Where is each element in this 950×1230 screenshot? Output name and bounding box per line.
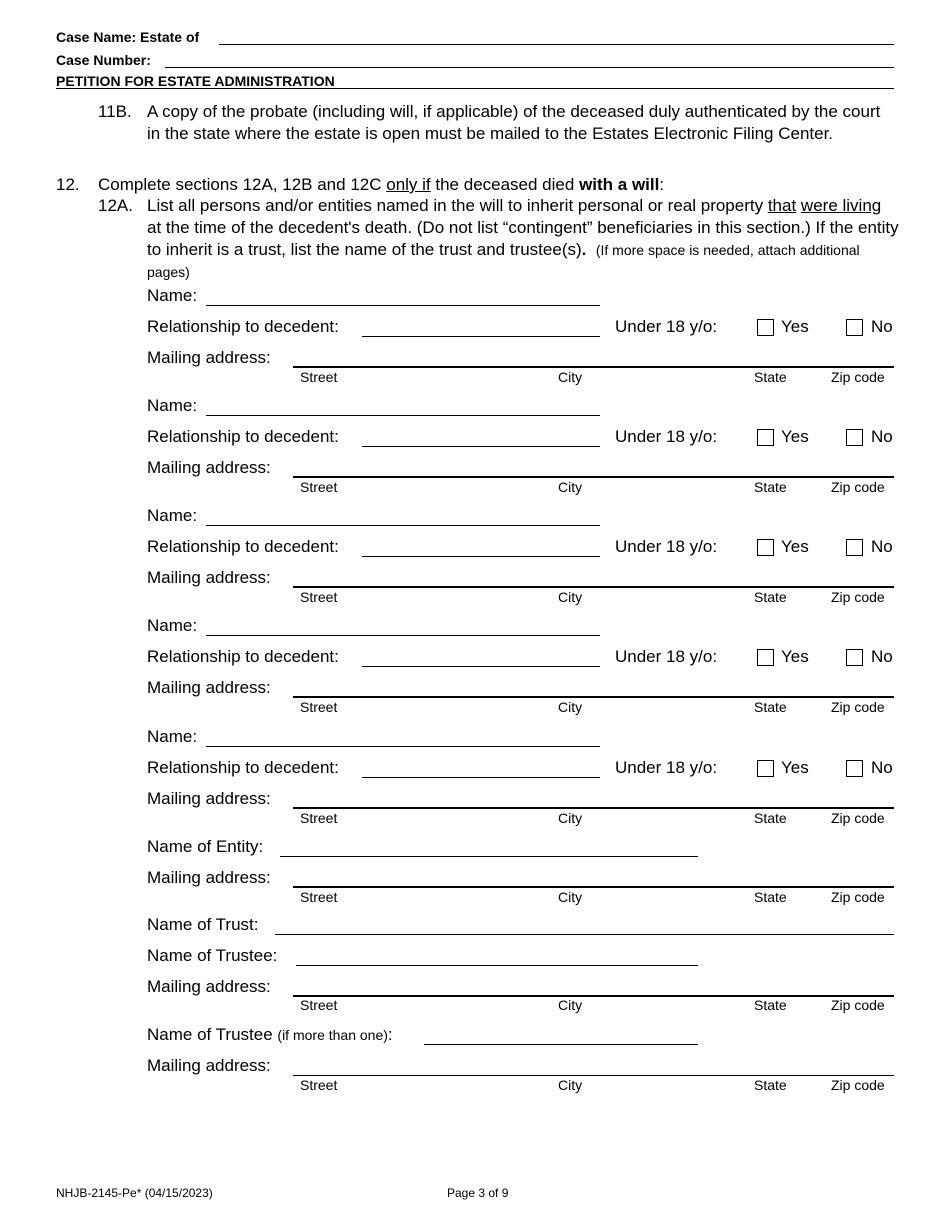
beneficiary-4-no-checkbox[interactable]: [846, 649, 863, 666]
beneficiary-4-under18-label: Under 18 y/o:: [615, 647, 718, 666]
beneficiary-1-name-label: Name:: [147, 286, 198, 305]
trustee-mailing-field[interactable]: [293, 995, 894, 997]
beneficiary-3-relationship-label: Relationship to decedent:: [147, 537, 339, 556]
trustee-multi-field[interactable]: [424, 1044, 698, 1045]
beneficiary-5-no-label: No: [871, 758, 893, 777]
entity-mailing-field[interactable]: [293, 886, 894, 888]
trustee-city-caption: City: [558, 997, 583, 1013]
beneficiary-3-state-caption: State: [754, 589, 787, 605]
beneficiary-3-city-caption: City: [558, 589, 583, 605]
trustee-state-caption: State: [754, 997, 787, 1013]
entity-street-caption: Street: [300, 889, 338, 905]
beneficiary-1-name-field[interactable]: [206, 305, 600, 306]
item-12-number: 12.: [56, 175, 80, 194]
beneficiary-5-mailing-field[interactable]: [293, 807, 894, 809]
beneficiary-3-relationship-field[interactable]: [362, 556, 600, 557]
entity-mailing-label: Mailing address:: [147, 868, 271, 887]
trustee-multi-mailing-label: Mailing address:: [147, 1056, 271, 1075]
beneficiary-2-state-caption: State: [754, 479, 787, 495]
beneficiary-3-street-caption: Street: [300, 589, 338, 605]
beneficiary-3-yes-label: Yes: [781, 537, 809, 556]
beneficiary-1-under18-label: Under 18 y/o:: [615, 317, 718, 336]
item-11b-text: A copy of the probate (including will, if applicable) of the deceased duly authenticated by the court in the state where the estate is open must be mailed to the Estates Electronic Filing Center.: [147, 102, 881, 143]
beneficiary-2-city-caption: City: [558, 479, 583, 495]
beneficiary-4-name-field[interactable]: [206, 635, 600, 636]
beneficiary-4-no-label: No: [871, 647, 893, 666]
beneficiary-5-name-label: Name:: [147, 727, 198, 746]
beneficiary-4-state-caption: State: [754, 699, 787, 715]
entity-zip-caption: Zip code: [831, 889, 885, 905]
entity-label: Name of Entity:: [147, 837, 264, 856]
item-11b-number: 11B.: [98, 102, 132, 121]
beneficiary-1-relationship-field[interactable]: [362, 336, 600, 337]
beneficiary-2-street-caption: Street: [300, 479, 338, 495]
beneficiary-2-zip-caption: Zip code: [831, 479, 885, 495]
beneficiary-5-no-checkbox[interactable]: [846, 760, 863, 777]
beneficiary-4-mailing-label: Mailing address:: [147, 678, 271, 697]
trustee-multi-street-caption: Street: [300, 1077, 338, 1093]
beneficiary-1-yes-label: Yes: [781, 317, 809, 336]
beneficiary-4-relationship-field[interactable]: [362, 666, 600, 667]
beneficiary-1-mailing-label: Mailing address:: [147, 348, 271, 367]
beneficiary-4-zip-caption: Zip code: [831, 699, 885, 715]
trustee-field[interactable]: [296, 965, 698, 966]
case-name-field[interactable]: [219, 44, 894, 45]
beneficiary-4-name-label: Name:: [147, 616, 198, 635]
beneficiary-2-yes-checkbox[interactable]: [757, 429, 774, 446]
beneficiary-3-name-label: Name:: [147, 506, 198, 525]
case-number-label: Case Number:: [56, 52, 151, 68]
case-name-label: Case Name: Estate of: [56, 29, 200, 45]
beneficiary-1-city-caption: City: [558, 369, 583, 385]
entity-city-caption: City: [558, 889, 583, 905]
beneficiary-2-yes-label: Yes: [781, 427, 809, 446]
beneficiary-4-yes-checkbox[interactable]: [757, 649, 774, 666]
beneficiary-5-zip-caption: Zip code: [831, 810, 885, 826]
trustee-multi-label: Name of Trustee (if more than one):: [147, 1025, 393, 1044]
trustee-mailing-label: Mailing address:: [147, 977, 271, 996]
beneficiary-3-mailing-label: Mailing address:: [147, 568, 271, 587]
entity-state-caption: State: [754, 889, 787, 905]
beneficiary-2-name-label: Name:: [147, 396, 198, 415]
beneficiary-3-no-label: No: [871, 537, 893, 556]
beneficiary-5-yes-checkbox[interactable]: [757, 760, 774, 777]
item-12-intro: Complete sections 12A, 12B and 12C only if the deceased died with a will:: [98, 175, 665, 194]
entity-field[interactable]: [280, 856, 698, 857]
beneficiary-5-name-field[interactable]: [206, 746, 600, 747]
trustee-multi-mailing-field[interactable]: [293, 1075, 894, 1076]
beneficiary-2-relationship-field[interactable]: [362, 446, 600, 447]
beneficiary-5-mailing-label: Mailing address:: [147, 789, 271, 808]
beneficiary-4-street-caption: Street: [300, 699, 338, 715]
trustee-multi-city-caption: City: [558, 1077, 583, 1093]
beneficiary-1-mailing-field[interactable]: [293, 366, 894, 368]
beneficiary-1-no-label: No: [871, 317, 893, 336]
beneficiary-2-relationship-label: Relationship to decedent:: [147, 427, 339, 446]
beneficiary-1-no-checkbox[interactable]: [846, 319, 863, 336]
beneficiary-4-city-caption: City: [558, 699, 583, 715]
item-12a-text: List all persons and/or entities named in the will to inherit personal or real property that were living at the time of the decedent's death. (Do not list “contingent” beneficiaries in this section.) If the entity to inherit is a trust, list the name of the trust and trustee(s). (If more space is needed, attach additional pages): [147, 196, 899, 280]
form-title: PETITION FOR ESTATE ADMINISTRATION: [56, 73, 335, 89]
trustee-multi-state-caption: State: [754, 1077, 787, 1093]
beneficiary-3-mailing-field[interactable]: [293, 586, 894, 588]
trustee-label: Name of Trustee:: [147, 946, 278, 965]
beneficiary-1-street-caption: Street: [300, 369, 338, 385]
trustee-multi-zip-caption: Zip code: [831, 1077, 885, 1093]
beneficiary-2-no-label: No: [871, 427, 893, 446]
beneficiary-3-under18-label: Under 18 y/o:: [615, 537, 718, 556]
beneficiary-2-no-checkbox[interactable]: [846, 429, 863, 446]
case-number-field[interactable]: [165, 67, 894, 68]
beneficiary-3-zip-caption: Zip code: [831, 589, 885, 605]
trustee-street-caption: Street: [300, 997, 338, 1013]
beneficiary-1-relationship-label: Relationship to decedent:: [147, 317, 339, 336]
beneficiary-2-mailing-label: Mailing address:: [147, 458, 271, 477]
item-12a-number: 12A.: [98, 196, 133, 215]
beneficiary-2-name-field[interactable]: [206, 415, 600, 416]
beneficiary-1-zip-caption: Zip code: [831, 369, 885, 385]
beneficiary-1-yes-checkbox[interactable]: [757, 319, 774, 336]
trust-label: Name of Trust:: [147, 915, 259, 934]
beneficiary-2-mailing-field[interactable]: [293, 476, 894, 478]
beneficiary-5-street-caption: Street: [300, 810, 338, 826]
beneficiary-2-under18-label: Under 18 y/o:: [615, 427, 718, 446]
beneficiary-1-state-caption: State: [754, 369, 787, 385]
beneficiary-5-city-caption: City: [558, 810, 583, 826]
form-number: NHJB-2145-Pe* (04/15/2023): [56, 1186, 213, 1200]
beneficiary-5-state-caption: State: [754, 810, 787, 826]
beneficiary-4-yes-label: Yes: [781, 647, 809, 666]
beneficiary-3-name-field[interactable]: [206, 525, 600, 526]
beneficiary-3-yes-checkbox[interactable]: [757, 539, 774, 556]
beneficiary-3-no-checkbox[interactable]: [846, 539, 863, 556]
trust-field[interactable]: [275, 934, 894, 935]
page-number: Page 3 of 9: [447, 1186, 509, 1200]
beneficiary-5-relationship-field[interactable]: [362, 777, 600, 778]
beneficiary-4-relationship-label: Relationship to decedent:: [147, 647, 339, 666]
beneficiary-5-relationship-label: Relationship to decedent:: [147, 758, 339, 777]
header-divider: [56, 88, 894, 89]
trustee-zip-caption: Zip code: [831, 997, 885, 1013]
beneficiary-4-mailing-field[interactable]: [293, 696, 894, 698]
beneficiary-5-yes-label: Yes: [781, 758, 809, 777]
beneficiary-5-under18-label: Under 18 y/o:: [615, 758, 718, 777]
